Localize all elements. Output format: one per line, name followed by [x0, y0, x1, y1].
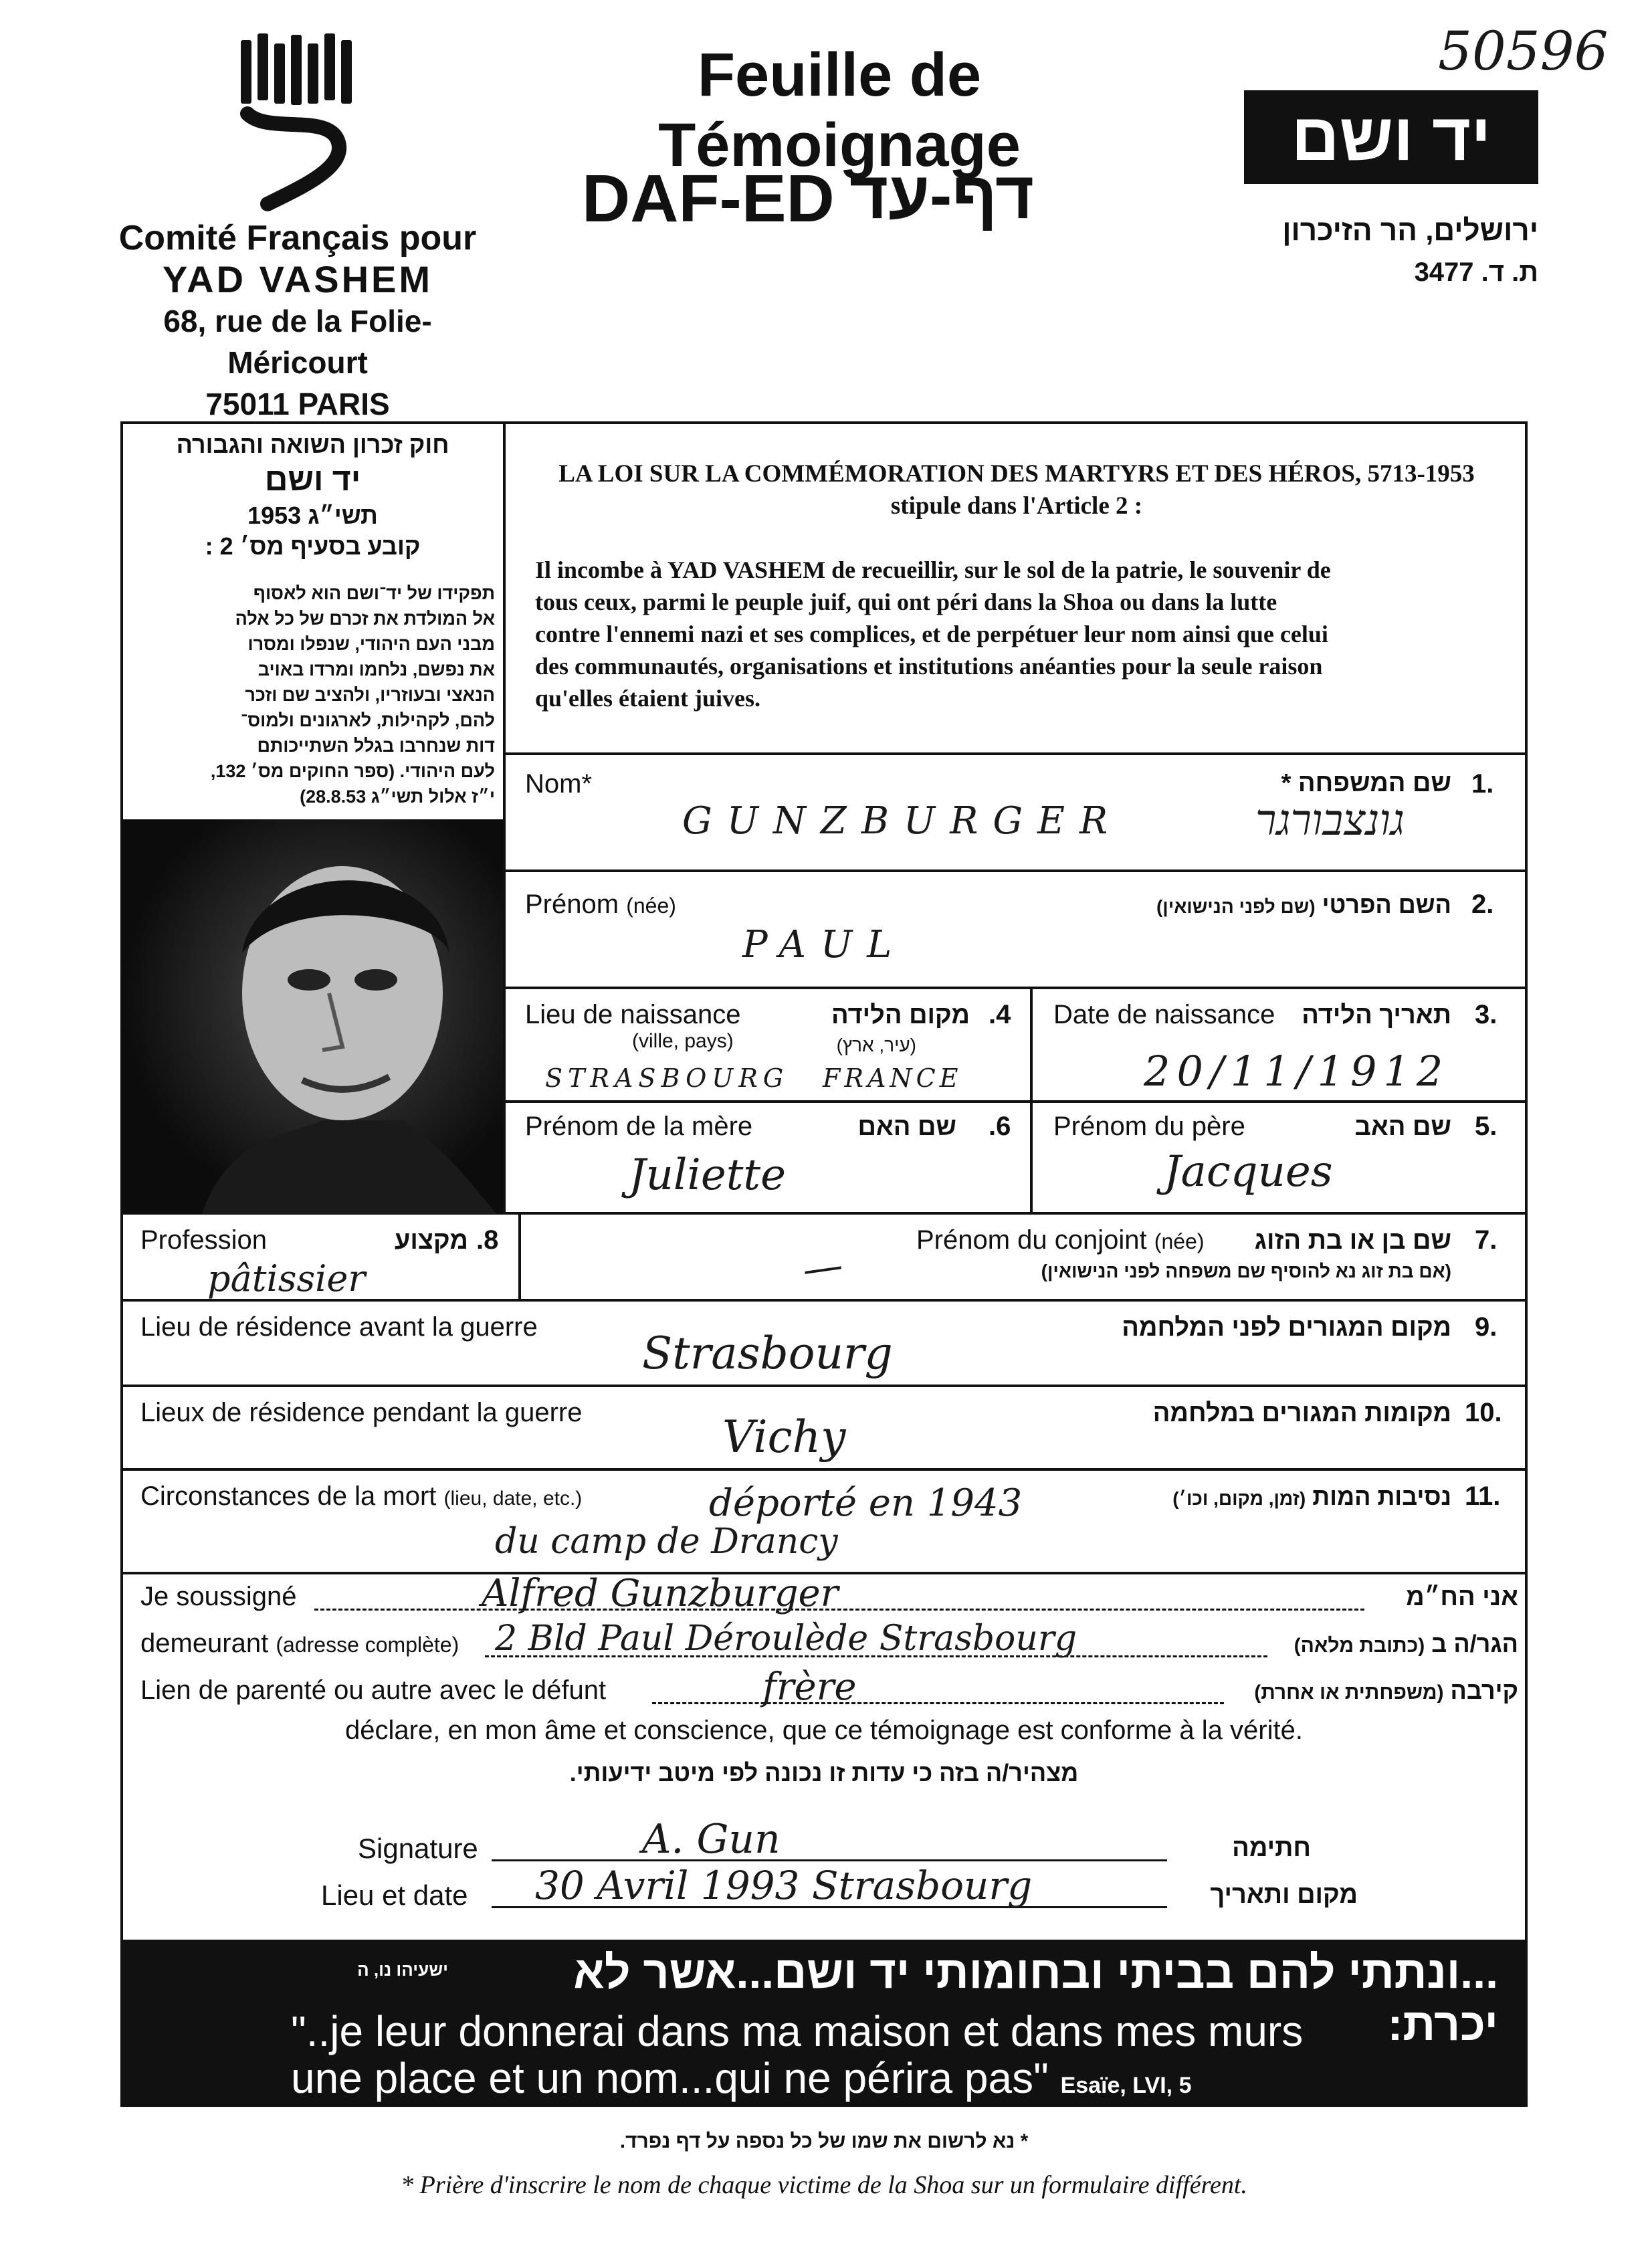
footer-note-he: * נא לרשום את שמו של כל נספה על דף נפרד. [619, 2130, 1029, 2152]
nom-value-he[interactable]: גונצבורגר [1255, 796, 1405, 845]
lien-label: Lien de parenté ou autre avec le défunt [140, 1675, 607, 1705]
law-fr-subtitle: stipule dans l'Article 2 : [890, 492, 1143, 520]
declaration-text: déclare, en mon âme et conscience, que ce témoignage est conforme à la vérité. [345, 1716, 1303, 1745]
law-he-body-line: לעם היהודי. (ספר החוקים מס׳ 132, [210, 761, 495, 781]
nom-label-he: שם המשפחה * [1281, 769, 1451, 797]
banner-fr-line2 [291, 2053, 1191, 2103]
lieu-naissance-label: Lieu de naissance [525, 1000, 741, 1029]
nom-label: Nom* [525, 769, 593, 799]
law-fr-body [535, 554, 1518, 714]
lieu-naissance-note: (ville, pays) [632, 1030, 734, 1052]
law-he-line1: חוק זכרון השואה והגבורה [176, 431, 449, 458]
footer-note-fr: * Prière d'inscrire le nom de chaque victime de la Shoa sur un formulaire différent. [401, 2171, 1247, 2199]
law-he-body-line: אל המולדת את זכרם של כל אלה [235, 609, 495, 629]
conjoint-note-he: (אם בת זוג נא להוסיף שם משפחה לפני הנישואין) [1041, 1261, 1451, 1281]
profession-label-he: מקצוע [394, 1227, 468, 1255]
lieu-date-label-he: מקום ותאריך [1210, 1881, 1358, 1909]
prenom-pere-label: Prénom du père [1053, 1112, 1245, 1141]
law-he-body-line: תפקידו של יד־ושם הוא לאסוף [253, 583, 495, 603]
victim-photo [122, 819, 503, 1214]
demeurant-label-he-note: (כתובת מלאה) [1294, 1635, 1425, 1657]
prenom-mere-value[interactable]: Juliette [629, 1150, 786, 1200]
demeurant-label-he-text: הגר/ה ב [1431, 1630, 1518, 1657]
circonstances-label-he [1104, 1483, 1451, 1511]
banner-he-ref: ישעיהו נו, ה [357, 1960, 448, 1980]
profession-value[interactable]: pâtissier [207, 1257, 366, 1300]
prenom-pere-value[interactable]: Jacques [1164, 1147, 1333, 1197]
lieu-date-value[interactable]: 30 Avril 1993 Strasbourg [535, 1863, 1033, 1908]
law-fr-body-line: des communautés, organisations et institutions anéanties pour la seule raison [535, 653, 1323, 680]
law-he-body-line: את נפשם, נלחמו ומרדו באויב [257, 659, 495, 680]
lieu-naissance-label-he: מקום הלידה [831, 1001, 970, 1029]
demeurant-label-he [1274, 1630, 1518, 1658]
law-he-block [127, 429, 498, 562]
circonstances-label-he-text: נסיבות המות [1312, 1483, 1451, 1510]
law-fr-title: LA LOI SUR LA COMMÉMORATION DES MARTYRS ET DES HÉROS, 5713-1953 [558, 460, 1475, 488]
residence-avant-label-he: מקום המגורים לפני המלחמה [1122, 1314, 1451, 1342]
law-he-body-line: מבני העם היהודי, שנפלו ומסרו [247, 634, 495, 654]
lieu-naissance-number: .4 [989, 1000, 1011, 1029]
prenom-pere-label-he: שם האב [1354, 1113, 1451, 1141]
lien-label-he-note: (משפחתית או אחרת) [1254, 1681, 1444, 1704]
declaration-text-he: מצהיר/ה בזה כי עדות זו נכונה לפי מיטב ידיעותי. [569, 1759, 1079, 1786]
committee-line2: YAD VASHEM [162, 258, 433, 300]
residence-avant-label: Lieu de résidence avant la guerre [140, 1312, 538, 1342]
prenom-value[interactable]: PAUL [742, 923, 907, 966]
date-naissance-label-he: תאריך הלידה [1302, 1001, 1451, 1029]
prenom-label-note: (née) [626, 894, 676, 918]
circonstances-label [140, 1481, 582, 1512]
circonstances-value-line1[interactable]: déporté en 1943 [709, 1481, 1023, 1525]
date-naissance-label: Date de naissance [1053, 1000, 1275, 1029]
profession-number: .8 [476, 1225, 499, 1255]
lieu-naissance-note-he: (עיר, ארץ) [836, 1035, 916, 1055]
circonstances-value-line2[interactable]: du camp de Drancy [495, 1522, 838, 1562]
prenom-label [525, 890, 676, 920]
page-title: Feuille de Témoignage [658, 41, 1021, 179]
nom-value[interactable]: GUNZBURGER [682, 799, 1123, 843]
circonstances-number: 11. [1465, 1481, 1501, 1511]
prenom-pere-number: 5. [1475, 1112, 1498, 1141]
quote-banner [120, 1940, 1528, 2107]
law-fr-body-line: contre l'ennemi nazi et ses complices, et de perpétuer leur nom ainsi que celui [535, 621, 1328, 647]
prenom-label-he [1037, 891, 1451, 919]
conjoint-label-note: (née) [1154, 1229, 1205, 1253]
prenom-label-he-text: השם הפרטי [1322, 891, 1451, 918]
soussigne-label-he: אני הח״מ [1406, 1583, 1518, 1611]
signature-value[interactable]: A. Gun [642, 1816, 781, 1863]
law-fr-body-line: Il incombe à YAD VASHEM de recueillir, sur le sol de la patrie, le souvenir de [535, 556, 1331, 583]
prenom-label-he-note: (שם לפני הנישואין) [1156, 896, 1316, 917]
lien-label-he [1231, 1677, 1518, 1705]
jerusalem-address-he: ירושלים, הר הזיכרון [1282, 214, 1538, 247]
prenom-number: 2. [1471, 890, 1494, 919]
residence-avant-number: 9. [1475, 1312, 1498, 1342]
law-he-body-line: י״ז אלול תשי״ג 28.8.53) [300, 787, 495, 807]
lien-value[interactable]: frère [762, 1665, 857, 1709]
soussigne-label: Je soussigné [140, 1582, 297, 1611]
law-fr-heading [515, 458, 1518, 522]
reference-number: 50596 [1438, 20, 1609, 82]
prenom-mere-number: .6 [989, 1112, 1011, 1141]
prenom-label-text: Prénom [525, 890, 619, 919]
circonstances-label-he-note: (זמן, מקום, וכו׳) [1172, 1488, 1306, 1509]
title-daf-ed-he: דף-עד [849, 158, 1035, 233]
lien-label-he-text: קירבה [1450, 1677, 1518, 1704]
residence-pendant-value[interactable]: Vichy [722, 1411, 846, 1463]
law-fr-body-line: tous ceux, parmi le peuple juif, qui ont péri dans la Shoa ou dans la lutte [535, 589, 1277, 615]
committee-line1: Comité Français pour [118, 219, 477, 258]
residence-pendant-label: Lieux de résidence pendant la guerre [140, 1398, 583, 1427]
prenom-mere-label: Prénom de la mère [525, 1112, 753, 1141]
po-box-he: ת. ד. 3477 [1414, 258, 1538, 287]
soussigne-value[interactable]: Alfred Gunzburger [482, 1572, 839, 1615]
law-he-body [130, 581, 495, 809]
law-he-line4: קובע בסעיף מס׳ 2 : [205, 532, 421, 560]
lieu-naissance-city[interactable]: STRASBOURG [545, 1063, 789, 1093]
law-he-line2: יד ושם [264, 462, 361, 498]
date-naissance-value[interactable]: 20/11/1912 [1144, 1047, 1450, 1096]
banner-he-quote: ...ונתתי להם בביתי ובחומותי יד ושם...אשר לא יכרת: [573, 1947, 1498, 2050]
circonstances-label-note: (lieu, date, etc.) [443, 1487, 583, 1510]
conjoint-label-text: Prénom du conjoint [916, 1225, 1147, 1255]
law-he-line3: תשי״ג 1953 [247, 502, 378, 529]
yad-vashem-hebrew-logo: יד ושם [1244, 90, 1538, 184]
demeurant-value[interactable]: 2 Bld Paul Déroulède Strasbourg [495, 1619, 1077, 1659]
lieu-date-label: Lieu et date [321, 1879, 468, 1911]
residence-pendant-label-he: מקומות המגורים במלחמה [1152, 1399, 1451, 1427]
law-he-body-line: הנאצי ובעוזריו, ולהציב שם וזכר [245, 685, 495, 705]
law-he-body-line: דות שנחרבו בגלל השתייכותם [257, 736, 495, 756]
committee-block [107, 217, 488, 425]
demeurant-label [140, 1629, 459, 1659]
title-daf-ed: DAF-ED [582, 161, 835, 236]
banner-fr-line2-text: une place et un nom...qui ne périra pas" [291, 2054, 1049, 2102]
residence-pendant-number: 10. [1465, 1398, 1502, 1427]
signature-label-he: חתימה [1232, 1834, 1311, 1862]
conjoint-label [916, 1225, 1204, 1255]
date-naissance-number: 3. [1475, 1000, 1498, 1029]
nom-number: 1. [1471, 769, 1494, 799]
committee-line4: 75011 PARIS [205, 387, 390, 421]
circonstances-label-text: Circonstances de la mort [140, 1481, 437, 1511]
law-fr-body-line: qu'elles étaient juives. [535, 685, 760, 712]
banner-fr-line1: "..je leur donnerai dans ma maison et dans mes murs [291, 2007, 1304, 2055]
demeurant-label-text: demeurant [140, 1629, 269, 1658]
banner-fr-ref: Esaïe, LVI, 5 [1060, 2073, 1192, 2098]
conjoint-value[interactable]: — [799, 1241, 846, 1294]
prenom-mere-label-he: שם האם [857, 1113, 956, 1141]
lieu-naissance-country[interactable]: FRANCE [823, 1063, 962, 1093]
signature-label: Signature [358, 1833, 478, 1864]
residence-avant-value[interactable]: Strasbourg [642, 1328, 893, 1379]
profession-label: Profession [140, 1225, 267, 1255]
law-he-body-line: להם, לקהילות, לארגונים ולמוס־ [240, 710, 495, 730]
conjoint-label-he: שם בן או בת הזוג [1254, 1227, 1451, 1255]
conjoint-number: 7. [1475, 1225, 1498, 1255]
demeurant-label-note: (adresse complète) [276, 1633, 459, 1657]
committee-line3: 68, rue de la Folie-Méricourt [163, 304, 432, 380]
yad-vashem-menorah-logo [221, 33, 375, 214]
